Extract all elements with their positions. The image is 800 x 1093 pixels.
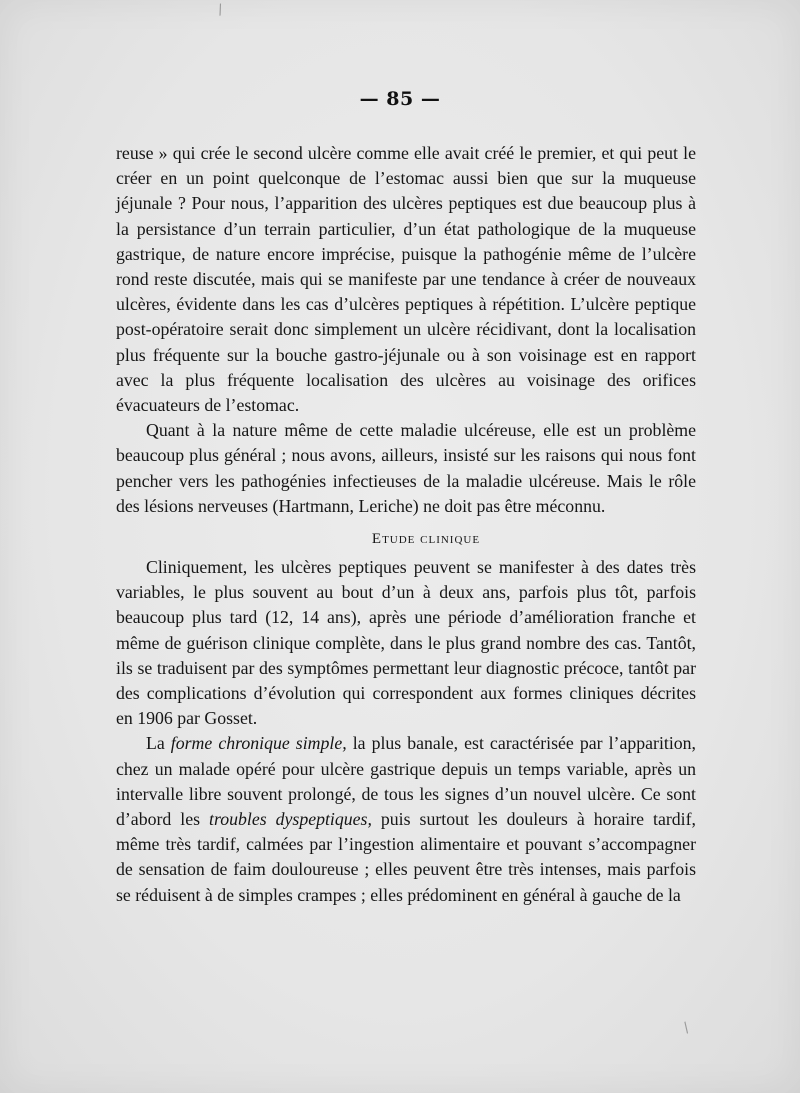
paragraph-4 [116,731,696,907]
section-heading: Etude clinique [371,531,481,548]
paragraph-4-emphasis-forme-chronique: forme chronique simple, [170,733,347,754]
paragraph-3: Cliniquement, les ulcères peptiques peuvent se manifester à des dates très variables, le plus souvent au bout d’un à deux ans, parfois plus tôt, parfois beaucoup plus tard (12, 14 ans), après une période d’amélioration franche et même de guérison clinique complète, dans le plus grand nombre des cas. Tantôt, ils se traduisent par des symptômes permettant leur diagnostic précoce, tantôt par des complications d’évolution qui correspondent aux formes cliniques décrites en 1906 par Gosset. [116,557,696,729]
paragraph-4-emphasis-troubles: troubles dyspeptiques, [209,809,372,830]
body-text [116,141,696,908]
paragraph-4-lead: La [146,733,171,754]
paragraph-4-middle: la plus banale, est caractérisée par l’apparition, chez un malade opéré pour ulcère gastrique depuis un temps variable, après un intervalle libre souvent prolongé, de tous les signes d’un nouvel ulcère. Ce sont d’abord les [116,733,696,830]
paragraph-4-tail: puis surtout les douleurs à horaire tardif, même très tardif, calmées par l’ingestion alimentaire et pouvant s’accompagner de sensation de faim douloureuse ; elles peuvent être très intenses, mais parfois se réduisent à de simples crampes ; elles prédominent en général à gauche de la [116,809,696,905]
paragraph-1: reuse » qui crée le second ulcère comme elle avait créé le premier, et qui peut le créer en un point quelconque de l’estomac aussi bien que sur la muqueuse jéjunale ? Pour nous, l’apparition des ulcères peptiques est due beaucoup plus à la persistance d’un terrain particulier, d’un état pathologique de la muqueuse gastrique, de nature encore imprécise, puisque la pathogénie même de l’ulcère rond reste discutée, mais qui se manifeste par une tendance à créer de nouveaux ulcères, évidente dans les cas d’ulcères peptiques à répétition. L’ulcère peptique post-opératoire serait donc simplement un ulcère récidivant, dont la localisation plus fréquente sur la bouche gastro-jéjunale ou à son voisinage est en rapport avec la plus fréquente localisation des ulcères au voisinage des orifices évacuateurs de l’estomac. [116,143,696,416]
paragraph-2: Quant à la nature même de cette maladie ulcéreuse, elle est un problème beaucoup plus général ; nous avons, ailleurs, insisté sur les raisons qui nous font pencher vers les pathogénies infectieuses de la maladie ulcéreuse. Mais le rôle des lésions nerveuses (Hartmann, Leriche) ne doit pas être méconnu. [116,420,696,516]
pencil-mark-icon: / [680,1019,693,1037]
pencil-mark-icon: / [216,1,225,19]
page-number: — 85 — [359,88,441,110]
